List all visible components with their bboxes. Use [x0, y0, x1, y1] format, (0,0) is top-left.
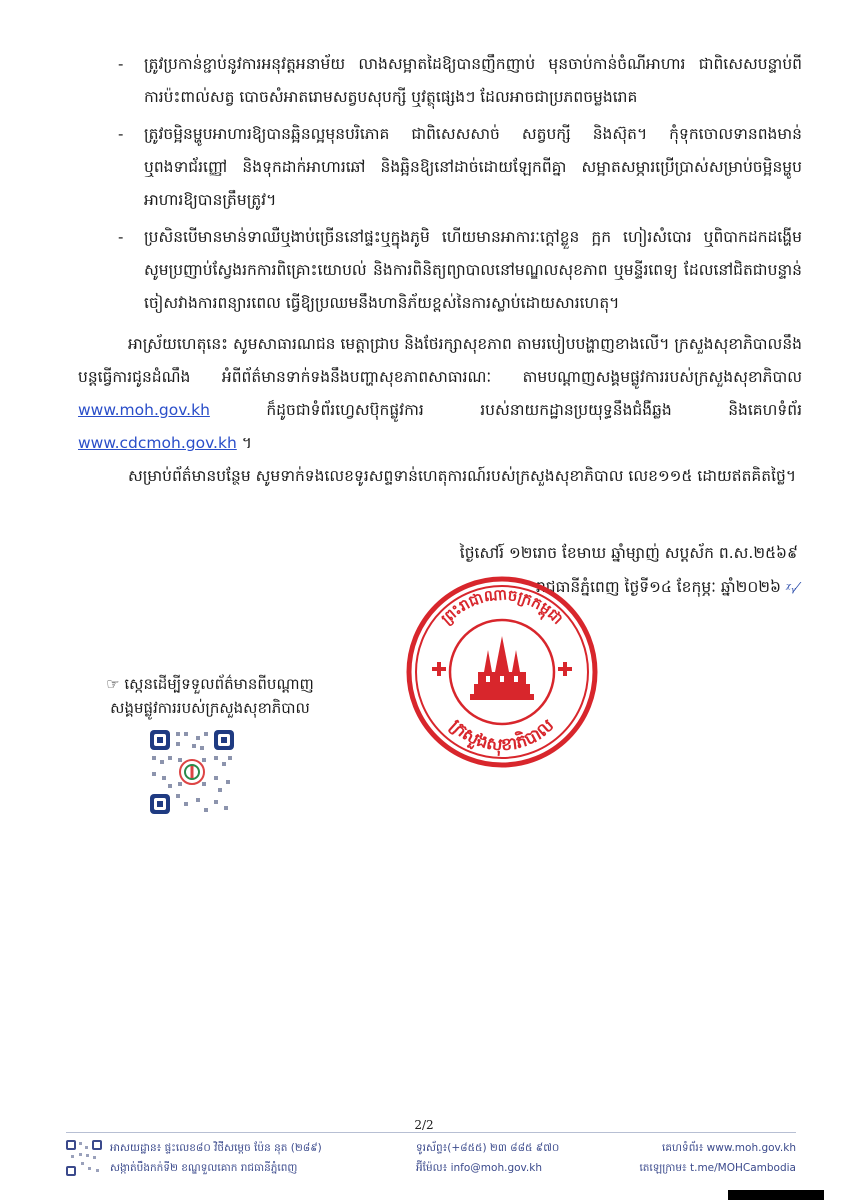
bullet-dash: -	[118, 55, 124, 73]
bullet-text: ប្រសិនបើមានមាន់ទាឈឺឬងាប់ច្រើននៅផ្ទះឬក្នុងភូមិ ហើយមានអាការៈក្ដៅខ្លួន ក្អក ហៀរសំបោរ ឬពិបាកដកដង្ហើម សូមប្រញាប់ស្វែងរកការពិគ្រោះយោបល់ និងការពិនិត្យព្យាបាលនៅមណ្ឌលសុខភាព ឬមន្ទីរពេទ្យ ដែលនៅជិតជាបន្ទាន់ ចៀសវាងការពន្យារពេល ធ្វើឱ្យប្រឈមនឹងហានិភ័យខ្ពស់នៃការស្លាប់ដោយសារហេតុ។	[144, 228, 802, 312]
bullet-text: ត្រូវប្រកាន់ខ្ជាប់នូវការអនុវត្តអនាម័យ លាងសម្អាតដៃឱ្យបានញឹកញាប់ មុនចាប់កាន់ចំណីអាហារ ជាពិសេសបន្ទាប់ពីការប៉ះពាល់សត្វ បោចសំអាតរោមសត្វបសុបក្សី ឬវត្ថុផ្សេងៗ ដែលអាចជាប្រភពចម្លងរោគ	[144, 55, 802, 106]
bullet-dash: -	[118, 125, 124, 143]
moh-website-link[interactable]: www.moh.gov.kh	[78, 401, 210, 419]
list-item	[112, 48, 802, 114]
footer-address	[110, 1138, 322, 1178]
solar-date: រាជធានីភ្នំពេញ ថ្ងៃទី១៤ ខែកុម្ភៈ ឆ្នាំ២០២៦	[535, 578, 782, 596]
footer-contact	[416, 1138, 559, 1178]
telegram-text: តេឡេក្រាម៖ t.me/MOHCambodia	[639, 1162, 796, 1174]
svg-text:ព្រះរាជាណាចក្រកម្ពុជា: ព្រះរាជាណាចក្រកម្ពុជា	[437, 585, 567, 628]
page-number: 2/2	[414, 1118, 434, 1132]
footer-divider	[66, 1132, 796, 1133]
qr-caption: ☞ ស្កេនដើម្បីទទួលព័ត៌មានពីបណ្តាញសង្គមផ្លូវការរបស់ក្រសួងសុខាភិបាល	[106, 675, 314, 717]
qr-section	[100, 672, 320, 816]
phone-text: ទូរស័ព្ទ៖(+៨៥៥) ២៣ ៨៨៥ ៩៧០	[416, 1142, 560, 1154]
bullet-list	[112, 48, 802, 324]
list-item	[112, 118, 802, 217]
letterhead-footer	[66, 1138, 796, 1182]
cdc-website-link[interactable]: www.cdcmoh.gov.kh	[78, 434, 237, 452]
ministry-seal	[402, 572, 602, 772]
paragraph-text: ក៏ដូចជាទំព័រហ្វេសប៊ុកផ្លូវការ របស់នាយកដ្ឋានប្រយុទ្ធនឹងជំងឺឆ្លង និងគេហទំព័រ	[266, 401, 802, 419]
address-line: សង្កាត់បឹងកក់ទី២ ខណ្ឌទួលគោក រាជធានីភ្នំពេញ	[110, 1162, 298, 1174]
list-item	[112, 221, 802, 320]
address-line: អាសយដ្ឋាន៖ ផ្ទះលេខ៨០ វិថីសម្ដេច ប៉ែន នុត (២៨៩)	[110, 1142, 322, 1154]
svg-text:ក្រសួងសុខាភិបាល: ក្រសួងសុខាភិបាល	[445, 715, 559, 756]
email-text: អ៊ីម៉ែល៖ info@moh.gov.kh	[416, 1162, 543, 1174]
paragraph-announcement	[78, 328, 802, 460]
bullet-text: ត្រូវចម្អិនម្ហូបអាហារឱ្យបានឆ្អិនល្អមុនបរិភោគ ជាពិសេសសាច់ សត្វបក្សី និងស៊ុត។ កុំទុកចោលទានពងមាន់ ឬពងទាជ័រញ្ញៅ និងទុកដាក់អាហារឆៅ និងឆ្អិនឱ្យនៅដាច់ដោយឡែកពីគ្នា សម្អាតសម្ភារប្រើប្រាស់សម្រាប់ចម្អិនម្ហូបអាហារឱ្យបានត្រឹមត្រូវ។	[144, 125, 802, 209]
website-text: គេហទំព័រ៖ www.moh.gov.kh	[662, 1142, 796, 1154]
paragraph-text: អាស្រ័យហេតុនេះ សូមសាធារណជន មេត្តាជ្រាប និងថែរក្សាសុខភាព តាមរបៀបបង្ហាញខាងលើ។ ក្រសួងសុខាភិបាលនឹងបន្តធ្វើការជូនដំណឹង អំពីព័ត៌មានទាក់ទងនឹងបញ្ហាសុខភាពសាធារណៈ តាមបណ្តាញសង្គមផ្លូវការរបស់ក្រសួងសុខាភិបាល	[78, 335, 802, 386]
paragraph-hotline	[78, 460, 802, 493]
black-bar	[728, 1190, 824, 1200]
footer-qr-icon	[66, 1140, 102, 1176]
paragraph-end: ។	[241, 434, 252, 452]
footer-web	[639, 1138, 796, 1178]
lunar-date: ថ្ងៃសៅរ៍ ១២រោច ខែមាឃ ឆ្នាំម្សាញ់ សប្តស័ក ព.ស.២៥៦៩	[459, 544, 798, 562]
paragraph-text: សម្រាប់ព័ត៌មានបន្ថែម សូមទាក់ទងលេខទូរសព្ទទាន់ហេតុការណ៍របស់ក្រសួងសុខាភិបាល លេខ១១៥ ដោយឥតគិតថ្លៃ។	[128, 467, 797, 485]
handwritten-initials: ᵡᵧ⁄	[785, 581, 798, 596]
qr-code-icon[interactable]	[148, 728, 236, 816]
bullet-dash: -	[118, 228, 124, 246]
